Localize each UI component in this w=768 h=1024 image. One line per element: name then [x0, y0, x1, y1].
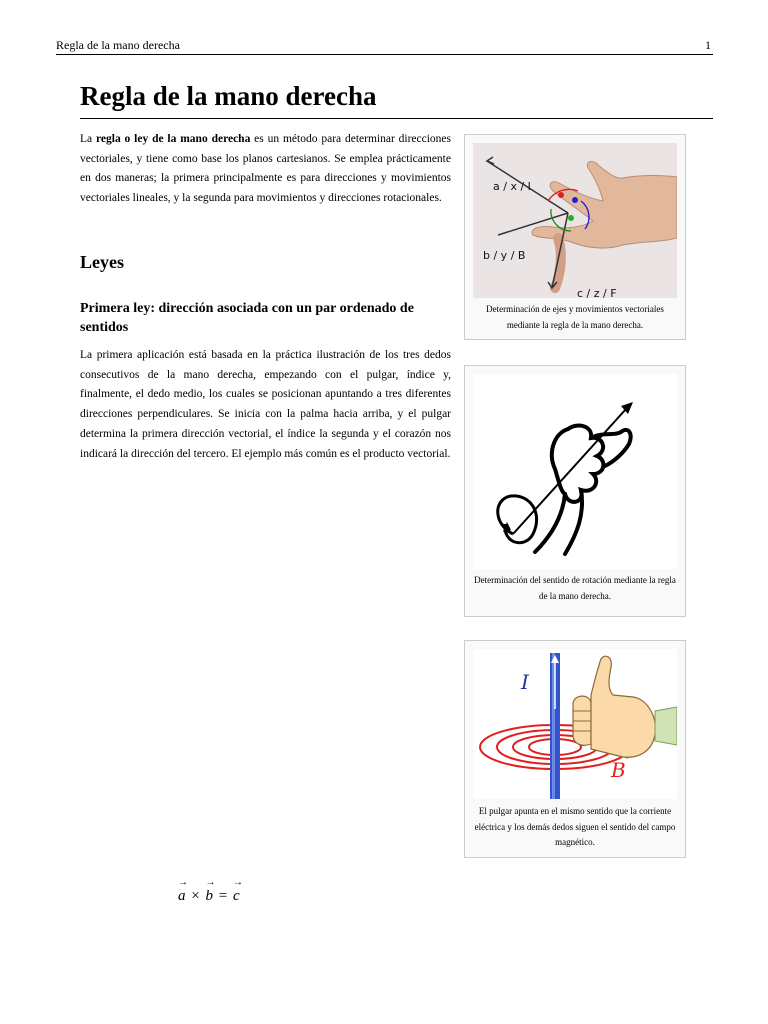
section-heading-leyes: Leyes [80, 252, 124, 272]
intro-rest: es un método para determinar direcciones vectoriales, y tiene como base los planos cartesianos. Se emplea prácticamente en dos maneras; la primera principalmente es para direcciones y movimientos vectoriales lineales, y la segunda para movimientos y direcciones rotacionales. [80, 133, 452, 205]
hand-axes-image [473, 143, 677, 298]
subsection-heading-primera-ley: Primera ley: dirección asociada con un par ordenado de sentidos [80, 301, 414, 335]
figure-hand-rotation [464, 365, 686, 617]
figure-caption-rotation: Determinación del sentido de rotación mediante la regla de la mano derecha. [474, 575, 676, 601]
page-number: 1 [705, 38, 711, 52]
label-field-B: B [611, 758, 626, 782]
vector-a: → a [178, 888, 187, 905]
running-header-title: Regla de la mano derecha [56, 38, 180, 52]
label-current-I: I [521, 670, 529, 694]
hand-axes-illustration [473, 143, 677, 298]
current-field-image [473, 649, 677, 799]
intro-bold-term: regla o ley de la mano derecha [96, 133, 251, 145]
current-field-illustration [473, 649, 677, 799]
equals-symbol: = [218, 888, 229, 904]
intro-paragraph [80, 130, 451, 209]
label-axis-a: a / x / I [493, 180, 531, 193]
running-header [56, 38, 713, 55]
figure-hand-axes [464, 134, 686, 340]
hand-rotation-image [473, 374, 677, 569]
vector-b: → b [205, 888, 214, 905]
figure-current-field [464, 640, 686, 858]
figure-caption-axes: Determinación de ejes y movimientos vectoriales mediante la regla de la mano derecha. [486, 304, 664, 330]
hand-rotation-illustration [473, 374, 677, 569]
intro-lead: La [80, 133, 96, 145]
cross-product-formula [178, 888, 241, 905]
figure-caption-current-field: El pulgar apunta en el mismo sentido que la corriente eléctrica y los demás dedos siguen el sentido del campo magnético. [474, 806, 676, 848]
times-symbol: × [191, 888, 201, 904]
vector-c: → c [233, 888, 241, 905]
label-axis-c: c / z / F [577, 287, 617, 298]
page-title: Regla de la mano derecha [80, 78, 713, 119]
label-axis-b: b / y / B [483, 249, 526, 262]
subsection-paragraph: La primera aplicación está basada en la práctica ilustración de los tres dedos consecutivos de la mano derecha, empezando con el pulgar, índice y, finalmente, el dedo medio, los cuales se posicionan apuntando a tres diferentes direcciones perpendiculares. Se inicia con la palma hacia arriba, y el pulgar determina la primera dirección vectorial, el índice la segunda y el corazón nos indicará la dirección del tercero. El ejemplo más común es el producto vectorial. [80, 349, 451, 460]
